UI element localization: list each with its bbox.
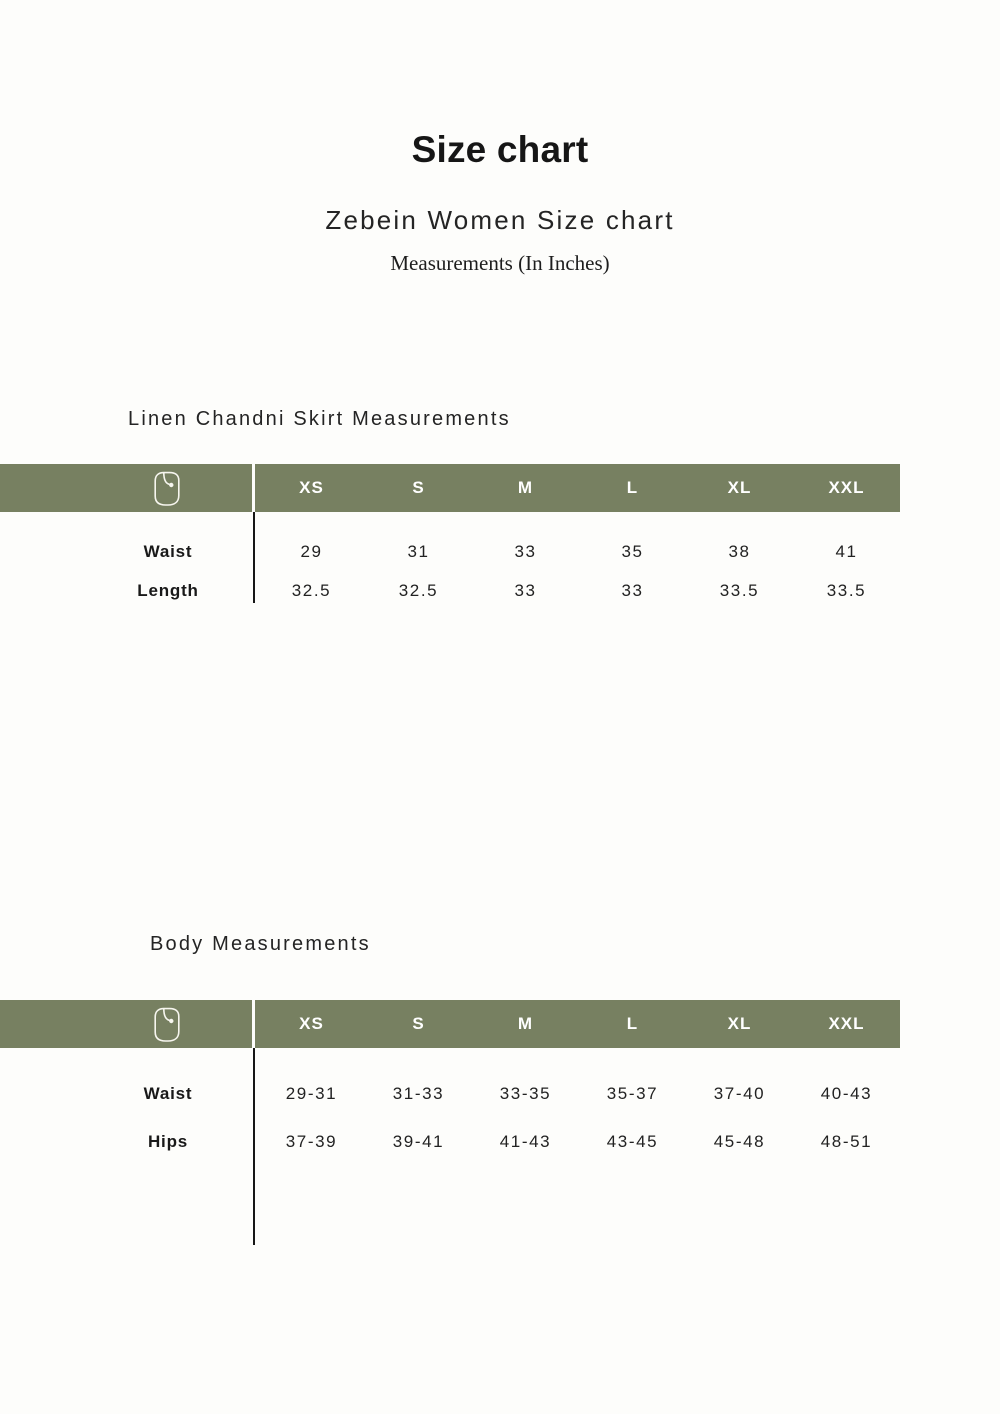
cell-length-xxl: 33.5 <box>826 581 867 600</box>
brand-logo-cell <box>0 464 258 512</box>
cell-hips-l: 43-45 <box>606 1132 659 1151</box>
column-header-s: S <box>412 478 425 497</box>
column-header-s: S <box>412 1014 425 1033</box>
cell-hips-xxl: 48-51 <box>820 1132 873 1151</box>
table-column-divider-line <box>253 512 255 603</box>
cell-hips-xl: 45-48 <box>713 1132 766 1151</box>
table-header-row <box>0 1000 900 1048</box>
header-divider <box>252 1000 255 1048</box>
row-label-waist: Waist <box>143 1084 193 1103</box>
row-label-hips: Hips <box>147 1132 189 1151</box>
cell-waist-xl: 37-40 <box>713 1084 766 1103</box>
table-column-divider-line <box>253 1048 255 1245</box>
table-row-waist <box>0 1084 900 1104</box>
section-title-skirt-measurements: Linen Chandni Skirt Measurements <box>128 408 511 430</box>
cell-waist-xxl: 41 <box>835 542 858 561</box>
cell-waist-xxl: 40-43 <box>820 1084 873 1103</box>
row-label-waist: Waist <box>143 542 193 561</box>
column-header-xxl: XXL <box>828 478 865 497</box>
units-note: Measurements (In Inches) <box>390 251 610 275</box>
column-header-xs: XS <box>299 1014 324 1033</box>
cell-waist-l: 35-37 <box>606 1084 659 1103</box>
table-row-length <box>0 581 900 601</box>
cell-length-xs: 32.5 <box>291 581 332 600</box>
skirt-measurements-table <box>0 464 900 634</box>
cell-waist-s: 31 <box>407 542 430 561</box>
cell-hips-m: 41-43 <box>499 1132 552 1151</box>
cell-length-m: 33 <box>514 581 537 600</box>
cell-length-xl: 33.5 <box>719 581 760 600</box>
table-row-hips <box>0 1132 900 1152</box>
brand-logo-cell <box>0 1000 258 1048</box>
cell-hips-xs: 37-39 <box>285 1132 338 1151</box>
column-header-xl: XL <box>727 1014 752 1033</box>
cell-waist-xs: 29 <box>300 542 323 561</box>
cell-waist-s: 31-33 <box>392 1084 445 1103</box>
column-header-xxl: XXL <box>828 1014 865 1033</box>
brand-subtitle: Zebein Women Size chart <box>325 205 675 235</box>
column-header-l: L <box>626 478 639 497</box>
table-row-waist <box>0 542 900 562</box>
zebein-logo-icon <box>153 1006 181 1043</box>
cell-waist-xs: 29-31 <box>285 1084 338 1103</box>
column-header-l: L <box>626 1014 639 1033</box>
cell-hips-s: 39-41 <box>392 1132 445 1151</box>
cell-waist-m: 33 <box>514 542 537 561</box>
cell-waist-xl: 38 <box>728 542 751 561</box>
section-title-body-measurements: Body Measurements <box>150 933 371 955</box>
cell-waist-m: 33-35 <box>499 1084 552 1103</box>
cell-waist-l: 35 <box>621 542 644 561</box>
body-measurements-table <box>0 1000 900 1250</box>
zebein-logo-icon <box>153 470 181 507</box>
page-title: Size chart <box>411 129 589 170</box>
row-label-length: Length <box>137 581 199 600</box>
table-header-row <box>0 464 900 512</box>
cell-length-l: 33 <box>621 581 644 600</box>
column-header-xs: XS <box>299 478 324 497</box>
column-header-xl: XL <box>727 478 752 497</box>
column-header-m: M <box>517 1014 534 1033</box>
cell-length-s: 32.5 <box>398 581 439 600</box>
column-header-m: M <box>517 478 534 497</box>
header-divider <box>252 464 255 512</box>
